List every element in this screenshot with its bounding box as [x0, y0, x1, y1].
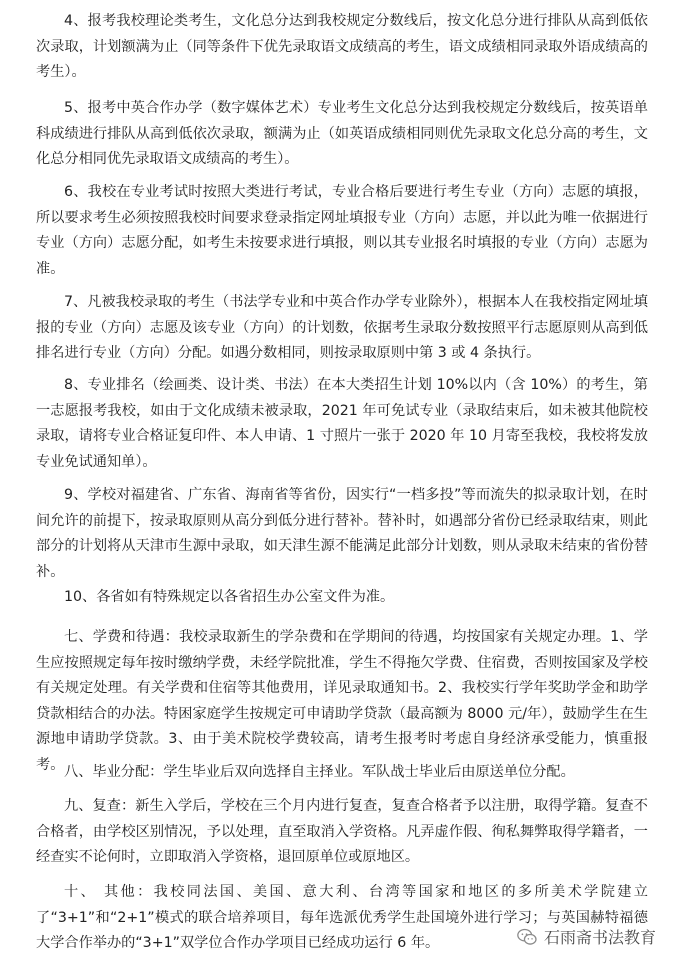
paragraph-admission-rule-7: 7、凡被我校录取的考生（书法学专业和中英合作办学专业除外），根据本人在我校指定网址填报的专业（方向）志愿及该专业（方向）的计划数，依据考生录取分数按照平行志愿原则从高到低排名进行专业（方向）分配。如遇分数相同，则按录取原则中第 3 或 4 条执行。: [36, 294, 648, 361]
paragraph-admission-rule-8: 8、专业排名（绘画类、设计类、书法）在本大类招生计划 10%以内（含 10%）的考生，第一志愿报考我校，如由于文化成绩未被录取，2021 年可免试专业（录取结束后，如未被其他院校录取，请将专业合格证复印件、本人申请、1 寸照片一张于 2020 年 10 月寄至我校，我校将发放专业免试通知单）。: [36, 377, 648, 470]
paragraph-graduate-placement: 八、毕业分配：学生毕业后双向选择自主择业。军队战士毕业后由原送单位分配。: [64, 764, 575, 780]
wechat-icon: [516, 926, 538, 948]
paragraph-admission-rule-4: 4、报考我校理论类考生，文化总分达到我校规定分数线后，按文化总分进行排队从高到低依次录取，计划额满为止（同等条件下优先录取语文成绩高的考生，语文成绩相同录取外语成绩高的考生）。: [36, 13, 648, 80]
paragraph-admission-rule-9: 9、学校对福建省、广东省、海南省等省份，因实行“一档多投”等而流失的拟录取计划，在时间允许的前提下，按录取原则从高分到低分进行替补。替补时，如遇部分省份已经录取结束，则此部分的计划将从天津市生源中录取，如天津生源不能满足此部分计划数，则从录取未结束的省份替补。: [36, 487, 648, 580]
paragraph-admission-rule-5: 5、报考中英合作办学（数字媒体艺术）专业考生文化总分达到我校规定分数线后，按英语单科成绩进行排队从高到低依次录取，额满为止（如英语成绩相同则优先录取文化总分高的考生，文化总分相同优先录取语文成绩高的考生）。: [36, 100, 648, 167]
paragraph-other: 十、 其他：我校同法国、美国、意大利、台湾等国家和地区的多所美术学院建立了“3+1”和“2+1”模式的联合培养项目，每年选派优秀学生赴国境外进行学习；与英国赫特福德大学合作举办的“3+1”双学位合作办学项目已经成功运行 6 年。: [36, 884, 648, 951]
watermark-text: 石雨斋书法教育: [543, 928, 656, 947]
paragraph-review: 九、复查：新生入学后，学校在三个月内进行复查，复查合格者予以注册，取得学籍。复查不合格者，由学校区别情况，予以处理，直至取消入学资格。凡弄虚作假、徇私舞弊取得学籍者，一经查实不论何时，立即取消入学资格，退回原单位或原地区。: [36, 798, 648, 865]
paragraph-tuition-and-benefits: 七、学费和待遇：我校录取新生的学杂费和在学期间的待遇，均按国家有关规定办理。1、学生应按照规定每年按时缴纳学费，未经学院批准，学生不得拖欠学费、住宿费，否则按国家及学校有关规定处理。有关学费和住宿等其他费用，详见录取通知书。2、我校实行学年奖助学金和助学贷款相结合的办法。特困家庭学生按规定可申请助学贷款（最高额为 8000 元/年），鼓励学生在生源地申请助学贷款。3、由于美术院校学费较高，请考生报考时考虑自身经济承受能力，慎重报考。: [36, 629, 648, 773]
paragraph-admission-rule-10: 10、各省如有特殊规定以各省招生办公室文件为准。: [64, 589, 395, 605]
paragraph-admission-rule-6: 6、我校在专业考试时按照大类进行考试，专业合格后要进行考生专业（方向）志愿的填报，所以要求考生必须按照我校时间要求登录指定网址填报专业（方向）志愿，并以此为唯一依据进行专业（方向）志愿分配，如考生未按要求进行填报，则以其专业报名时填报的专业（方向）志愿为准。: [36, 184, 648, 277]
watermark: [516, 925, 656, 948]
